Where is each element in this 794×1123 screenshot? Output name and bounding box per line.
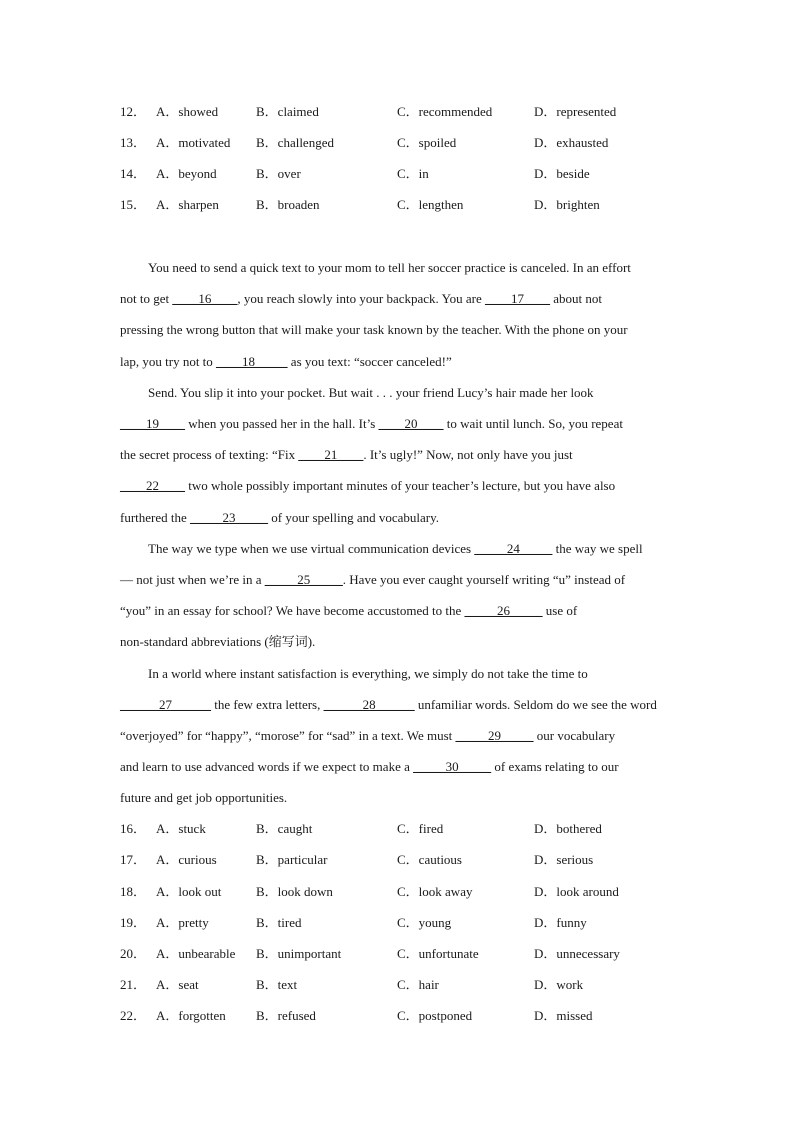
answer-blank: _____23_____ xyxy=(190,509,269,525)
passage-line xyxy=(120,533,672,564)
option-c: C．fired xyxy=(397,821,444,836)
answer-blank: _____25_____ xyxy=(264,572,343,588)
passage-text: use of xyxy=(542,603,578,619)
option-c: C．unfortunate xyxy=(397,946,479,961)
question-number: 19． xyxy=(120,915,147,930)
passage-text: not to get xyxy=(120,291,173,307)
option-a: A．stuck xyxy=(156,821,206,836)
option-c: C．hair xyxy=(397,977,439,992)
option-c: C．lengthen xyxy=(397,197,464,212)
passage-text: when you passed her in the hall. It’s xyxy=(185,416,379,432)
option-d: D．exhausted xyxy=(534,135,609,150)
question-number: 21． xyxy=(120,977,147,992)
option-b: B．over xyxy=(256,166,301,181)
passage-line xyxy=(120,626,672,657)
passage-text: and learn to use advanced words if we expect to make a xyxy=(120,759,414,775)
answer-blank: ____18_____ xyxy=(216,353,288,369)
option-a: A．motivated xyxy=(156,135,231,150)
passage-text: The way we type when we use virtual communication devices xyxy=(148,540,475,556)
passage-text: future and get job opportunities. xyxy=(120,790,288,806)
passage-text: Send. You slip it into your pocket. But wait . . . your friend Lucy’s hair made her look xyxy=(148,384,594,400)
passage-text: the secret process of texting: “Fix xyxy=(120,447,299,463)
option-d: D．bothered xyxy=(534,821,602,836)
passage-line xyxy=(120,595,672,626)
passage-line xyxy=(120,720,672,751)
option-c: C．young xyxy=(397,915,452,930)
passage-text: the few extra letters, xyxy=(211,696,324,712)
question-number: 14． xyxy=(120,166,147,181)
passage-line xyxy=(120,689,672,720)
answer-blank: ____16____ xyxy=(172,291,238,307)
option-d: D．unnecessary xyxy=(534,946,620,961)
passage-text: , you reach slowly into your backpack. You are xyxy=(237,291,486,307)
passage-line xyxy=(120,346,672,377)
passage-text: of exams relating to our xyxy=(491,759,619,775)
option-d: D．work xyxy=(534,977,584,992)
option-a: A．look out xyxy=(156,884,222,899)
passage-text: unfamiliar words. Seldom do we see the word xyxy=(414,696,657,712)
passage-line xyxy=(120,502,672,533)
passage-text: . Have you ever caught yourself writing “u” instead of xyxy=(342,572,626,588)
option-a: A．curious xyxy=(156,852,217,867)
passage-text: lap, you try not to xyxy=(120,353,217,369)
passage-text: “overjoyed” for “happy”, “morose” for “sad” in a text. We must xyxy=(120,728,456,744)
answer-blank: _____30_____ xyxy=(413,759,492,775)
option-a: A．seat xyxy=(156,977,199,992)
answer-blank: _____26_____ xyxy=(464,603,543,619)
answer-blank: ______27______ xyxy=(120,696,211,712)
option-d: D．funny xyxy=(534,915,587,930)
passage-text: to wait until lunch. So, you repeat xyxy=(443,416,623,432)
passage-text: furthered the xyxy=(120,509,191,525)
option-c: C．spoiled xyxy=(397,135,457,150)
option-c: C．postponed xyxy=(397,1008,473,1023)
passage-line xyxy=(120,782,672,813)
option-b: B．challenged xyxy=(256,135,334,150)
option-b: B．broaden xyxy=(256,197,320,212)
option-a: A．pretty xyxy=(156,915,209,930)
passage-line xyxy=(120,564,672,595)
option-b: B．text xyxy=(256,977,298,992)
question-number: 22． xyxy=(120,1008,147,1023)
passage-line xyxy=(120,439,672,470)
answer-blank: ______28______ xyxy=(323,696,415,712)
option-b: B．refused xyxy=(256,1008,316,1023)
passage-text: of your spelling and vocabulary. xyxy=(268,509,440,525)
question-number: 16． xyxy=(120,821,147,836)
option-a: A．unbearable xyxy=(156,946,236,961)
answer-blank: _____24_____ xyxy=(474,540,553,556)
passage-text: about not xyxy=(550,291,603,307)
question-number: 12． xyxy=(120,104,147,119)
answer-blank: ____17____ xyxy=(485,291,551,307)
passage-text: the way we spell xyxy=(552,540,643,556)
question-number: 18． xyxy=(120,884,147,899)
passage-text: In a world where instant satisfaction is everything, we simply do not take the time to xyxy=(148,665,588,681)
option-a: A．sharpen xyxy=(156,197,219,212)
question-number: 15． xyxy=(120,197,147,212)
passage-line xyxy=(120,283,672,314)
option-b: B．tired xyxy=(256,915,302,930)
option-d: D．look around xyxy=(534,884,619,899)
passage-text: as you text: “soccer canceled!” xyxy=(287,353,452,369)
passage-text: . It’s ugly!” Now, not only have you just xyxy=(363,447,573,463)
passage-line xyxy=(120,252,672,283)
option-a: A．showed xyxy=(156,104,219,119)
option-a: A．forgotten xyxy=(156,1008,226,1023)
passage-text: two whole possibly important minutes of your teacher’s lecture, but you have also xyxy=(185,478,616,494)
answer-blank: ____22____ xyxy=(120,478,185,494)
question-number: 13． xyxy=(120,135,147,150)
option-c: C．cautious xyxy=(397,852,462,867)
answer-blank: ____19____ xyxy=(120,416,185,432)
passage-line xyxy=(120,314,672,345)
passage-line xyxy=(120,408,672,439)
passage-text: non-standard abbreviations (缩写词). xyxy=(120,634,316,650)
option-b: B．look down xyxy=(256,884,333,899)
option-d: D．serious xyxy=(534,852,594,867)
passage-text: You need to send a quick text to your mom to tell her soccer practice is canceled. In an effort xyxy=(148,260,631,275)
option-d: D．missed xyxy=(534,1008,593,1023)
passage-text: “you” in an essay for school? We have become accustomed to the xyxy=(120,603,465,619)
option-b: B．particular xyxy=(256,852,328,867)
passage-line xyxy=(120,377,672,408)
option-b: B．caught xyxy=(256,821,313,836)
question-number: 20． xyxy=(120,946,147,961)
answer-blank: _____29_____ xyxy=(455,728,534,744)
option-d: D．represented xyxy=(534,104,617,119)
answer-blank: ____21____ xyxy=(298,447,364,463)
passage-text: our vocabulary xyxy=(533,728,616,744)
option-a: A．beyond xyxy=(156,166,217,181)
passage-line xyxy=(120,470,672,501)
passage-line xyxy=(120,751,672,782)
passage-paragraph xyxy=(120,252,672,814)
option-d: D．beside xyxy=(534,166,590,181)
question-number: 17． xyxy=(120,852,147,867)
option-b: B．unimportant xyxy=(256,946,342,961)
passage-text: pressing the wrong button that will make your task known by the teacher. With the phone on your xyxy=(120,322,628,338)
option-c: C．in xyxy=(397,166,429,181)
option-c: C．recommended xyxy=(397,104,493,119)
passage-text: — not just when we’re in a xyxy=(120,572,265,588)
answer-blank: ____20____ xyxy=(378,416,444,432)
option-c: C．look away xyxy=(397,884,473,899)
passage-line xyxy=(120,658,672,689)
option-b: B．claimed xyxy=(256,104,319,119)
option-d: D．brighten xyxy=(534,197,600,212)
